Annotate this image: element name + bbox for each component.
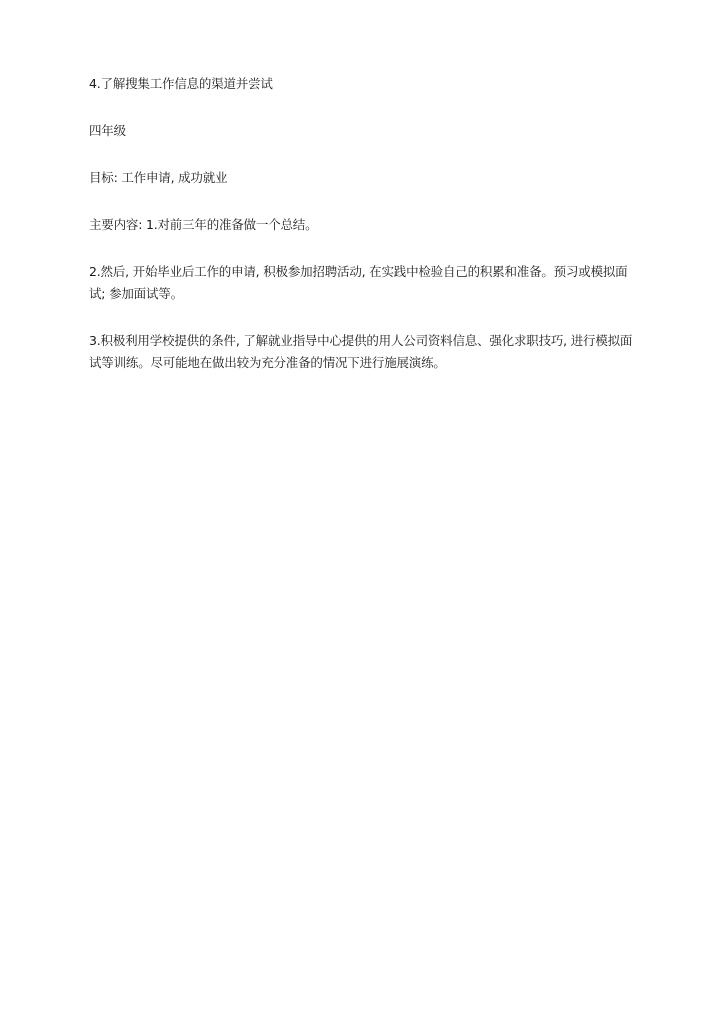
paragraph-channels: 4.了解搜集工作信息的渠道并尝试	[89, 76, 273, 91]
paragraph-goal: 目标: 工作申请, 成功就业	[89, 170, 228, 185]
paragraph-school-resources: 3.积极利用学校提供的条件, 了解就业指导中心提供的用人公司资料信息、强化求职技巧, 进行模拟面试等训练。尽可能地在做出较为充分准备的情况下进行施展演练。	[89, 333, 633, 370]
document-body	[89, 73, 641, 399]
paragraph-main-content: 主要内容: 1.对前三年的准备做一个总结。	[89, 217, 318, 232]
paragraph-job-application: 2.然后, 开始毕业后工作的申请, 积极参加招聘活动, 在实践中检验自己的积累和准备。预习或模拟面试; 参加面试等。	[89, 264, 628, 301]
paragraph-grade-heading: 四年级	[89, 123, 126, 138]
